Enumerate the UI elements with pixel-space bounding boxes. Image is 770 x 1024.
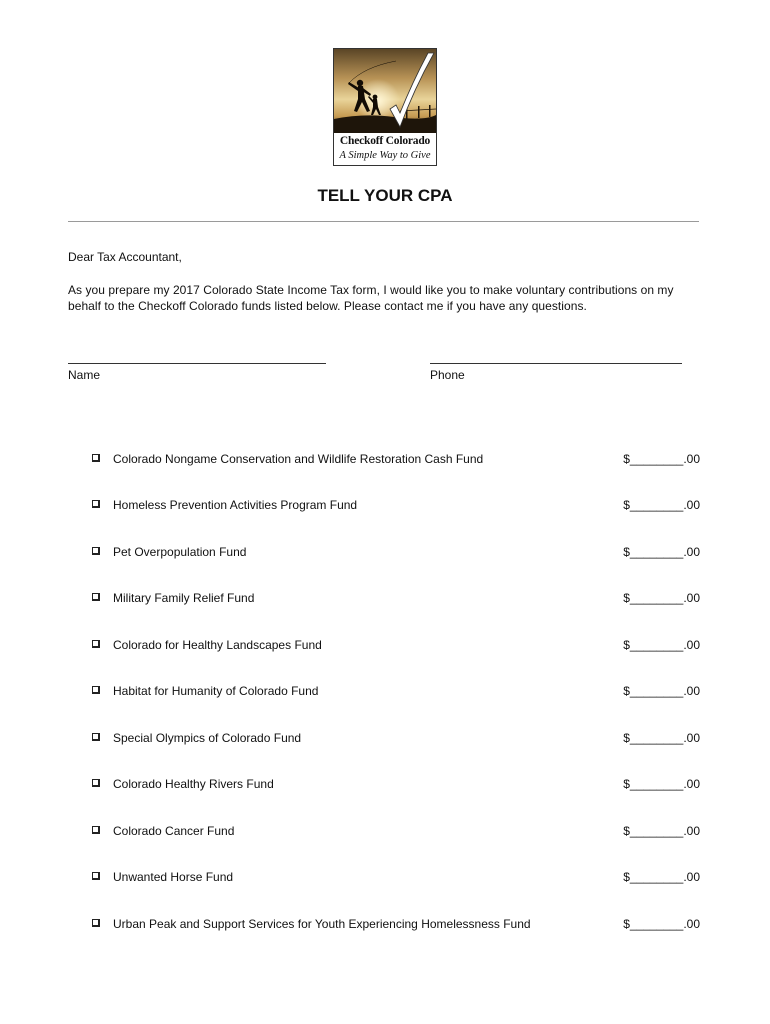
fund-amount-field[interactable]: $________.00 [623,545,700,559]
name-field[interactable] [68,363,326,382]
fund-checkbox[interactable] [92,686,100,694]
fund-row [92,545,700,561]
fund-amount-field[interactable]: $________.00 [623,638,700,652]
fund-checkbox[interactable] [92,872,100,880]
phone-blank-line [430,363,682,364]
fund-amount-field[interactable]: $________.00 [623,777,700,791]
fund-checkbox[interactable] [92,779,100,787]
phone-field[interactable] [430,363,682,382]
fund-amount-field[interactable]: $________.00 [623,684,700,698]
fund-label: Homeless Prevention Activities Program Fund [113,498,358,512]
intro-paragraph: As you prepare my 2017 Colorado State Income Tax form, I would like you to make voluntary contributions on my behalf to the Checkoff Colorado funds listed below. Please contact me if you have any questions. [68,283,674,313]
fund-row [92,591,700,607]
fund-checkbox[interactable] [92,547,100,555]
name-blank-line [68,363,326,364]
fund-amount-field[interactable]: $________.00 [623,731,700,745]
fund-row [92,917,700,933]
fund-row [92,452,700,468]
fund-amount-field[interactable]: $________.00 [623,917,700,931]
fund-checkbox[interactable] [92,733,100,741]
fund-checkbox[interactable] [92,826,100,834]
fund-label: Colorado Healthy Rivers Fund [113,777,274,791]
fund-label: Habitat for Humanity of Colorado Fund [113,684,319,698]
title-divider [68,221,699,222]
logo-tagline: A Simple Way to Give [339,150,431,161]
logo-sunset-image [334,49,436,133]
fund-checkbox[interactable] [92,919,100,927]
fund-checkbox[interactable] [92,593,100,601]
fund-label: Colorado for Healthy Landscapes Fund [113,638,322,652]
fund-checkbox[interactable] [92,640,100,648]
fund-row [92,777,700,793]
fund-label: Pet Overpopulation Fund [113,545,247,559]
fund-amount-field[interactable]: $________.00 [623,824,700,838]
fund-row [92,731,700,747]
fund-row [92,824,700,840]
phone-label: Phone [430,368,465,382]
fund-checkbox[interactable] [92,454,100,462]
salutation: Dear Tax Accountant, [68,250,182,264]
fund-label: Colorado Nongame Conservation and Wildlife Restoration Cash Fund [113,452,484,466]
fund-row [92,638,700,654]
fund-checkbox[interactable] [92,500,100,508]
checkoff-colorado-logo [333,48,437,166]
page-title: TELL YOUR CPA [317,186,453,205]
name-label: Name [68,368,101,382]
fund-amount-field[interactable]: $________.00 [623,870,700,884]
fund-row [92,684,700,700]
fund-row [92,498,700,514]
logo-title: Checkoff Colorado [339,135,431,147]
fund-label: Unwanted Horse Fund [113,870,234,884]
fund-label: Military Family Relief Fund [113,591,255,605]
fund-label: Colorado Cancer Fund [113,824,235,838]
fund-amount-field[interactable]: $________.00 [623,452,700,466]
fund-label: Urban Peak and Support Services for Youth Experiencing Homelessness Fund [113,917,531,931]
fund-amount-field[interactable]: $________.00 [623,498,700,512]
fund-row [92,870,700,886]
fund-amount-field[interactable]: $________.00 [623,591,700,605]
fund-label: Special Olympics of Colorado Fund [113,731,302,745]
